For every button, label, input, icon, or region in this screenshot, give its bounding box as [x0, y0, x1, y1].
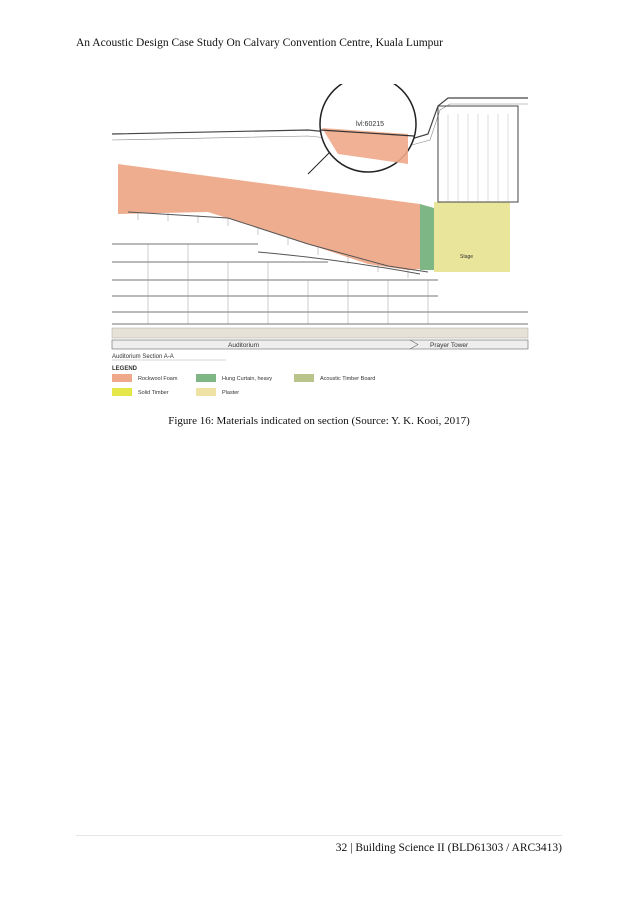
stage-label: Stage	[460, 254, 474, 260]
section-drawing	[108, 84, 532, 404]
legend-title: LEGEND	[112, 366, 138, 372]
section-figure	[108, 84, 532, 404]
legend-swatch-curtain	[196, 374, 216, 382]
rockwool-foam-zone	[118, 164, 420, 270]
legend-swatch-plaster	[196, 388, 216, 396]
legend-label-plaster: Plaster	[222, 390, 240, 396]
hung-curtain-zone	[420, 204, 434, 270]
legend-label-timber-board: Acoustic Timber Board	[320, 376, 376, 382]
legend-swatch-rockwool	[112, 374, 132, 382]
zoom-level-label: lvl:60215	[356, 121, 385, 128]
legend-swatch-timber-board	[294, 374, 314, 382]
tower-fly-lines	[448, 114, 508, 202]
stage-zone	[434, 202, 510, 272]
figure-caption: Figure 16: Materials indicated on section (Source: Y. K. Kooi, 2017)	[168, 415, 470, 427]
legend-swatch-solid-timber	[112, 388, 132, 396]
zone-auditorium: Auditorium	[228, 342, 260, 349]
legend-label-solid-timber: Solid Timber	[138, 390, 169, 396]
footer-rule	[76, 835, 562, 836]
section-title: Auditorium Section A-A	[112, 354, 174, 360]
legend-label-curtain: Hung Curtain, heavy	[222, 376, 273, 382]
ground-hatch	[112, 328, 528, 338]
page-footer: 32 | Building Science II (BLD61303 / ARC3413)	[335, 842, 562, 854]
page-header: An Acoustic Design Case Study On Calvary Convention Centre, Kuala Lumpur	[76, 37, 443, 49]
legend-label-rockwool: Rockwool Foam	[138, 376, 178, 382]
zone-prayer-tower: Prayer Tower	[430, 342, 469, 349]
